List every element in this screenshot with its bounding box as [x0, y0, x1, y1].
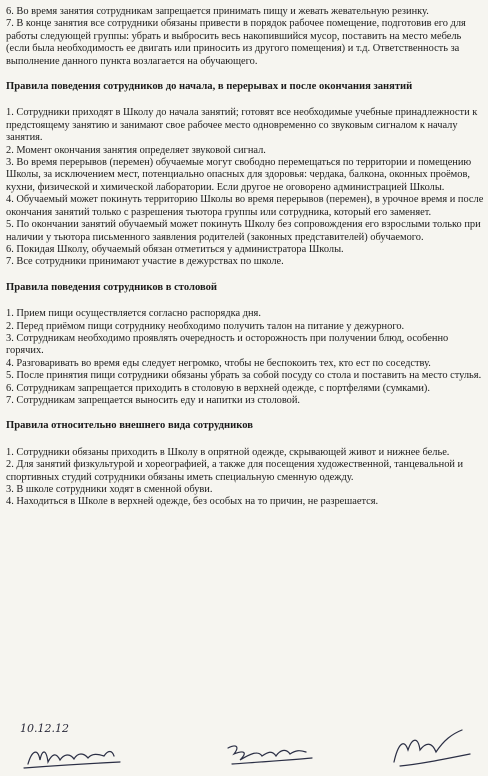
rule-item: 1. Сотрудники приходят в Школу до начала занятий; готовят все необходимые учебные принадлежности к предстоящему занятию и занимают свое рабочее место одновременно со звуковым сигналом к началу занятия.: [6, 107, 478, 144]
signature-3: [394, 730, 470, 766]
rule-item: 4. Обучаемый может покинуть территорию Школы во время перерывов (перемен), в урочное время и после окончания занятий только с разрешения тьютора группы или сотрудника, который его заменяет.: [6, 194, 484, 218]
rule-item: 4. Разговаривать во время еды следует негромко, чтобы не беспокоить тех, кто ест по соседству.: [6, 357, 431, 369]
rule-item: 1. Прием пищи осуществляется согласно распорядка дня.: [6, 308, 261, 320]
rule-item: 5. После принятия пищи сотрудники обязаны убрать за собой посуду со стола и поставить на место стулья.: [6, 370, 482, 382]
rule-item: 6. Покидая Школу, обучаемый обязан отметиться у администратора Школы.: [6, 243, 344, 255]
section-before-after-classes: [6, 81, 484, 269]
rule-item: 2. Момент окончания занятия определяет звуковой сигнал.: [6, 144, 266, 156]
intro-item-7: 7. В конце занятия все сотрудники обязаны привести в порядок рабочее помещение, подготовив его для работы следующей группы: убрать и выбросить весь накопившийся мусор, поставить на место мебель (если была необходимость ее двигать или приносить из другого помещения) и т.д. Ответственность за выполнение данного пункта возлагается на обучающего.: [6, 18, 466, 67]
rule-item: 3. Сотрудникам необходимо проявлять очередность и осторожность при получении блюд, особенно горячих.: [6, 332, 449, 357]
rule-item: 2. Перед приёмом пищи сотруднику необходимо получить талон на питание у дежурного.: [6, 320, 405, 332]
rule-item: 2. Для занятий физкультурой и хореографией, а также для посещения художественной, танцевальной и спортивных студий сотрудники обязаны иметь специальную сменную одежду.: [6, 459, 464, 483]
signature-1: [24, 752, 120, 769]
intro-list: [6, 6, 484, 68]
intro-item-6: 6. Во время занятия сотрудникам запрещается принимать пищу и жевать жевательную резинку.: [6, 6, 429, 17]
signature-2: [228, 746, 312, 764]
signatures-svg: [0, 720, 488, 776]
rule-item: 1. Сотрудники обязаны приходить в Школу в опрятной одежде, скрывающей живот и нижнее белье.: [6, 446, 450, 458]
rule-item: 7. Сотрудникам запрещается выносить еду и напитки из столовой.: [6, 394, 301, 406]
rule-item: 6. Сотрудникам запрещается приходить в столовую в верхней одежде, с портфелями (сумками).: [6, 382, 430, 394]
section-title: Правила поведения сотрудников в столовой: [6, 281, 218, 293]
signature-area: [0, 720, 488, 776]
section-title: Правила поведения сотрудников до начала, в перерывах и после окончания занятий: [6, 81, 413, 93]
rule-item: 7. Все сотрудники принимают участие в дежурствах по школе.: [6, 256, 284, 268]
handwritten-date: 10.12.12: [20, 722, 69, 735]
rule-item: 4. Находиться в Школе в верхней одежде, без особых на то причин, не разрешается.: [6, 496, 379, 508]
rule-item: 5. По окончании занятий обучаемый может покинуть Школу без сопровождения его взрослыми только при наличии у тьютора письменного заявления родителей (законных представителей) обучаемого.: [6, 219, 481, 243]
rule-list: [6, 107, 484, 268]
rule-item: 3. В школе сотрудники ходят в сменной обуви.: [6, 484, 213, 495]
section-title: Правила относительно внешнего вида сотрудников: [6, 420, 253, 432]
rule-list: [6, 308, 484, 407]
section-canteen: [6, 282, 484, 408]
rule-item: 3. Во время перерывов (перемен) обучаемые могут свободно перемещаться по территории и помещению Школы, за исключением мест, потенциально опасных для здоровья: чердака, балкона, оконных проёмов, кухни, физической и химической лаборатории. Если другое не оговорено администрацией Школы.: [6, 157, 472, 193]
rule-list: [6, 447, 484, 509]
section-appearance: [6, 420, 484, 508]
